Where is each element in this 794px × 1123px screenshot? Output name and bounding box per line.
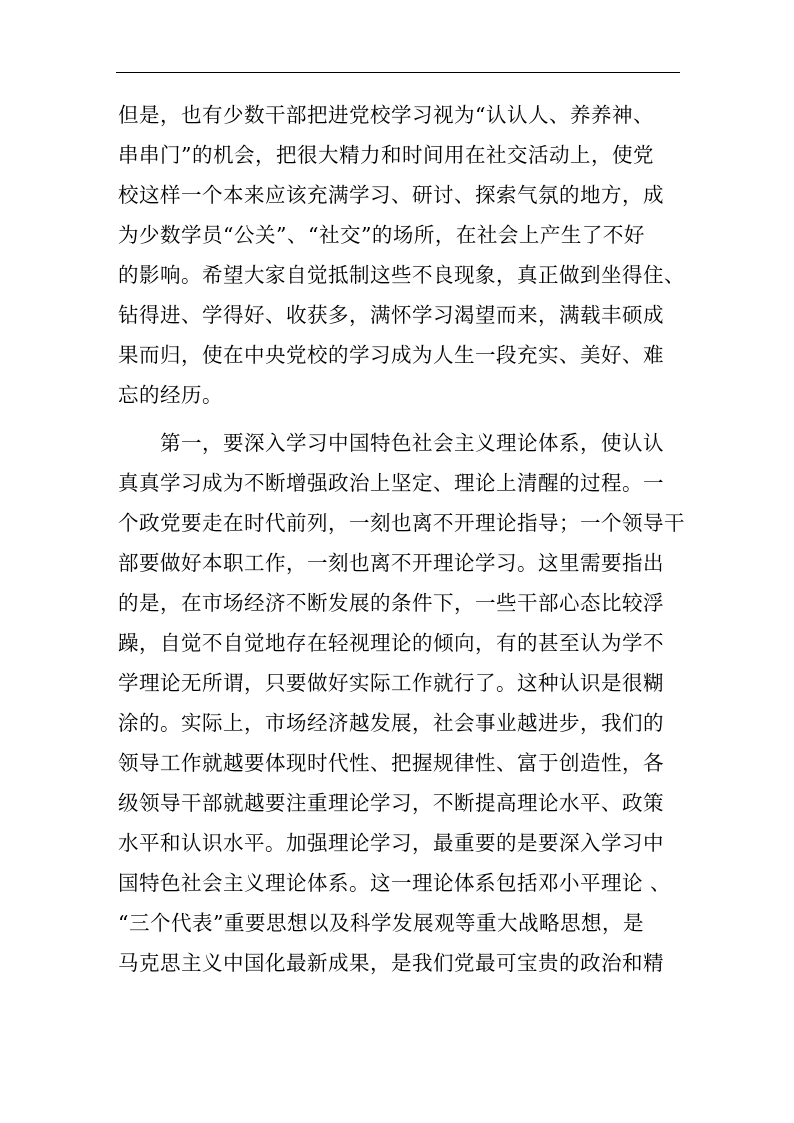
text-line: 忘的经历。	[118, 383, 223, 407]
paragraph-start-line: 第一，要深入学习中国特色社会主义理论体系，使认认	[160, 431, 664, 455]
text-line: 的影响。希望大家自觉抵制这些不良现象，真正做到坐得住、	[118, 263, 685, 287]
header-rule	[116, 72, 680, 73]
text-line: 涂的。实际上，市场经济越发展，社会事业越进步，我们的	[118, 711, 664, 735]
text-line: 学理论无所谓，只要做好实际工作就行了。这种认识是很糊	[118, 671, 664, 695]
text-line: 为少数学员“公关”、“社交”的场所，在社会上产生了不好	[118, 223, 645, 247]
text-line: 领导工作就越要体现时代性、把握规律性、富于创造性，各	[118, 751, 664, 775]
text-line: 级领导干部就越要注重理论学习，不断提高理论水平、政策	[118, 791, 664, 815]
text-line: 马克思主义中国化最新成果，是我们党最可宝贵的政治和精	[118, 951, 664, 975]
text-line: 国特色社会主义理论体系。这一理论体系包括邓小平理论 、	[118, 871, 672, 895]
text-line: 钻得进、学得好、收获多，满怀学习渴望而来，满载丰硕成	[118, 303, 664, 327]
text-line: 串串门”的机会，把很大精力和时间用在社交活动上，使党	[118, 143, 654, 167]
text-line: 水平和认识水平。加强理论学习，最重要的是要深入学习中	[118, 831, 664, 855]
text-line: 果而归，使在中央党校的学习成为人生一段充实、美好、难	[118, 343, 664, 367]
text-line: 部要做好本职工作，一刻也离不开理论学习。这里需要指出	[118, 551, 664, 575]
text-line: 校这样一个本来应该充满学习、研讨、探索气氛的地方，成	[118, 183, 664, 207]
text-line: 但是，也有少数干部把进党校学习视为“认认人、养养神、	[118, 103, 654, 127]
text-line: “三个代表”重要思想以及科学发展观等重大战略思想，是	[118, 911, 644, 935]
text-line: 个政党要走在时代前列，一刻也离不开理论指导；一个领导干	[118, 511, 685, 535]
text-line: 的是，在市场经济不断发展的条件下，一些干部心态比较浮	[118, 591, 664, 615]
text-line: 躁，自觉不自觉地存在轻视理论的倾向，有的甚至认为学不	[118, 631, 664, 655]
text-line: 真真学习成为不断增强政治上坚定、理论上清醒的过程。一	[118, 471, 664, 495]
